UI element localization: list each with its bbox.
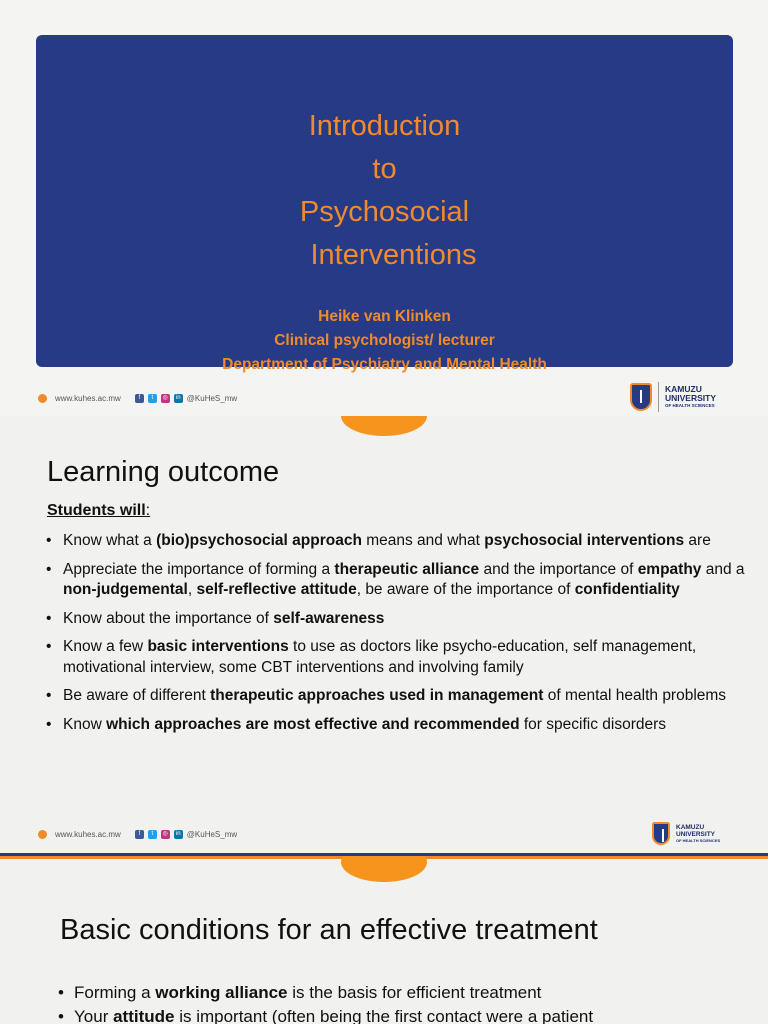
facebook-icon[interactable]: f [135,394,144,403]
website-link[interactable]: www.kuhes.ac.mw [55,394,121,403]
emphasis-text: self-reflective attitude [196,581,357,598]
slide-footer [0,820,768,856]
globe-icon [38,394,47,403]
linkedin-icon[interactable]: in [174,830,183,839]
twitter-icon[interactable]: t [148,830,157,839]
learning-outcome-list [46,531,746,743]
logo-line: KAMUZU [676,823,705,831]
body-text: is important (often being the first contact were a patient [174,1007,594,1024]
author-block [36,305,733,377]
list-item [58,1005,758,1024]
list-item [58,981,758,1004]
author-role: Clinical psychologist/ lecturer [274,332,495,349]
body-text: and the importance of [479,560,638,578]
body-text: to use as doctors like psycho-education, self management, motivational interview, some CBT interventions and involving family [63,638,697,676]
body-text: Know a few [63,638,148,655]
logo-line: UNIVERSITY [676,830,716,838]
list-item [46,560,746,601]
title-line: Introduction [308,110,461,142]
emphasis-text: therapeutic approaches used in management [210,687,544,704]
learning-outcome-slide [0,416,768,856]
shield-logo-icon [652,822,670,845]
social-handle: @KuHeS_mw [186,394,238,403]
list-item [46,609,746,630]
emphasis-text: working alliance [155,983,288,1002]
logo-line: KAMUZU [665,384,702,394]
body-text: Know what a [63,532,157,549]
author-name: Heike van Klinken [318,308,451,325]
list-item [46,531,746,552]
body-text: means and what [361,532,485,549]
facebook-icon[interactable]: f [135,830,144,839]
title-line: Psychosocial [299,196,470,228]
emphasis-text: confidentiality [574,581,680,598]
globe-icon [38,830,47,839]
title-line: to [372,153,397,185]
slide-footer [0,380,768,416]
logo-line: UNIVERSITY [665,393,717,403]
emphasis-text: attitude [113,1007,175,1024]
logo-line: OF HEALTH SCIENCES [676,837,721,843]
emphasis-text: basic interventions [147,638,289,655]
footer-links [38,394,237,403]
conditions-list [58,981,758,1024]
list-item [46,637,746,678]
body-text: of mental health problems [543,687,727,704]
emphasis-text: which approaches are most effective and recommended [106,715,520,733]
emphasis-text: therapeutic alliance [334,560,480,578]
body-text: Your [74,1007,114,1024]
emphasis-text: empathy [637,560,702,578]
emphasis-text: (bio)psychosocial approach [156,532,362,549]
decorative-oval [341,856,427,882]
title-box [36,35,733,373]
students-colon: : [145,502,151,519]
logo-divider [658,382,659,412]
title-line: Interventions [310,239,477,271]
body-text: Forming a [74,983,156,1002]
slide-title [36,105,733,277]
linkedin-icon[interactable]: in [174,394,183,403]
university-logo [652,822,720,845]
body-text: and a [701,560,745,578]
emphasis-text: self-awareness [273,609,385,627]
social-handle: @KuHeS_mw [186,830,238,839]
logo-line: OF HEALTH SCIENCES [665,403,715,408]
body-text: , [187,581,197,598]
footer-links [38,830,237,839]
logo-text [665,385,716,409]
list-item [46,715,746,736]
author-department: Department of Psychiatry and Mental Health [222,356,547,373]
emphasis-text: psychosocial interventions [484,532,685,549]
basic-conditions-slide [0,856,768,1024]
university-logo [630,382,716,412]
logo-text [676,824,720,844]
body-text: is the basis for efficient treatment [287,983,542,1002]
shield-logo-icon [630,383,652,411]
students-label [47,502,150,520]
body-text: Know [63,715,107,733]
slide-title: Basic conditions for an effective treatment [60,914,598,946]
twitter-icon[interactable]: t [148,394,157,403]
list-item [46,686,746,707]
body-text: Be aware of different [63,687,211,704]
slide-title: Learning outcome [47,456,280,488]
website-link[interactable]: www.kuhes.ac.mw [55,830,121,839]
body-text: , be aware of the importance of [356,581,575,598]
students-label-text: Students will [47,502,146,519]
instagram-icon[interactable]: ◎ [162,831,168,837]
body-text: Know about the importance of [63,609,274,627]
instagram-icon[interactable]: ◎ [162,395,168,401]
body-text: are [684,532,711,549]
emphasis-text: non-judgemental [63,581,188,598]
decorative-oval [341,416,427,436]
title-slide [0,0,768,416]
body-text: for specific disorders [519,715,667,733]
body-text: Appreciate the importance of forming a [63,560,335,578]
